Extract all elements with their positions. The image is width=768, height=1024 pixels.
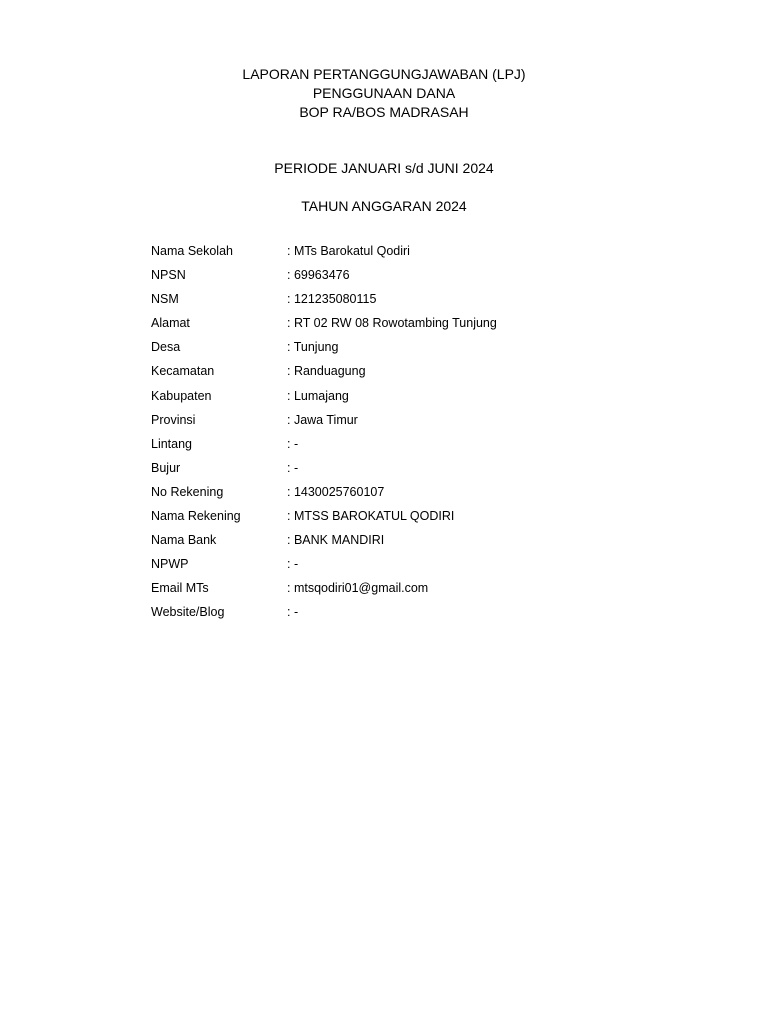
info-row-bujur	[151, 460, 631, 484]
school-info-table	[151, 243, 631, 629]
report-period: PERIODE JANUARI s/d JUNI 2024	[274, 160, 494, 176]
title-line-1: LAPORAN PERTANGGUNGJAWABAN (LPJ)	[242, 66, 526, 82]
info-label: Bujur	[151, 460, 181, 475]
info-value: : Jawa Timur	[287, 412, 358, 427]
info-value: : RT 02 RW 08 Rowotambing Tunjung	[287, 316, 497, 331]
info-value: : -	[287, 605, 299, 620]
info-label: NSM	[151, 292, 179, 307]
title-line-3: BOP RA/BOS MADRASAH	[299, 104, 469, 120]
info-value: : -	[287, 557, 299, 572]
info-row-npsn	[151, 267, 631, 291]
info-row-kabupaten	[151, 388, 631, 412]
info-value: : Tunjung	[287, 340, 339, 355]
info-label: Provinsi	[151, 412, 196, 427]
info-value: : 1430025760107	[287, 484, 385, 499]
info-value: : mtsqodiri01@gmail.com	[287, 581, 429, 596]
info-row-nama-bank	[151, 532, 631, 556]
info-row-desa	[151, 339, 631, 363]
info-value: : Lumajang	[287, 388, 349, 403]
info-label: Nama Rekening	[151, 509, 241, 524]
info-row-email	[151, 580, 631, 604]
info-label: Desa	[151, 340, 181, 355]
info-value: : Randuagung	[287, 364, 366, 379]
info-value: : 121235080115	[287, 292, 377, 307]
info-value: : MTs Barokatul Qodiri	[287, 244, 410, 258]
info-label: Kabupaten	[151, 388, 212, 403]
info-row-nama-sekolah	[151, 243, 631, 267]
info-value: : BANK MANDIRI	[287, 533, 385, 548]
info-row-npwp	[151, 556, 631, 580]
info-row-alamat	[151, 315, 631, 339]
info-row-no-rekening	[151, 484, 631, 508]
info-value: : 69963476	[287, 268, 350, 283]
info-row-provinsi	[151, 412, 631, 436]
info-label: No Rekening	[151, 484, 224, 499]
info-label: NPWP	[151, 557, 189, 572]
budget-year: TAHUN ANGGARAN 2024	[301, 198, 467, 214]
info-label: Nama Bank	[151, 533, 217, 548]
info-row-nsm	[151, 291, 631, 315]
info-value: : -	[287, 436, 299, 451]
info-label: Website/Blog	[151, 605, 225, 620]
info-label: NPSN	[151, 268, 186, 283]
info-row-nama-rekening	[151, 508, 631, 532]
info-value: : -	[287, 460, 299, 475]
info-label: Email MTs	[151, 581, 209, 596]
info-row-lintang	[151, 436, 631, 460]
report-title	[0, 65, 768, 122]
info-row-website	[151, 604, 631, 628]
info-label: Kecamatan	[151, 364, 215, 379]
info-label: Alamat	[151, 316, 190, 331]
title-line-2: PENGGUNAAN DANA	[312, 85, 456, 101]
info-label: Lintang	[151, 436, 193, 451]
info-row-kecamatan	[151, 363, 631, 387]
info-value: : MTSS BAROKATUL QODIRI	[287, 509, 455, 524]
info-label: Nama Sekolah	[151, 244, 233, 258]
